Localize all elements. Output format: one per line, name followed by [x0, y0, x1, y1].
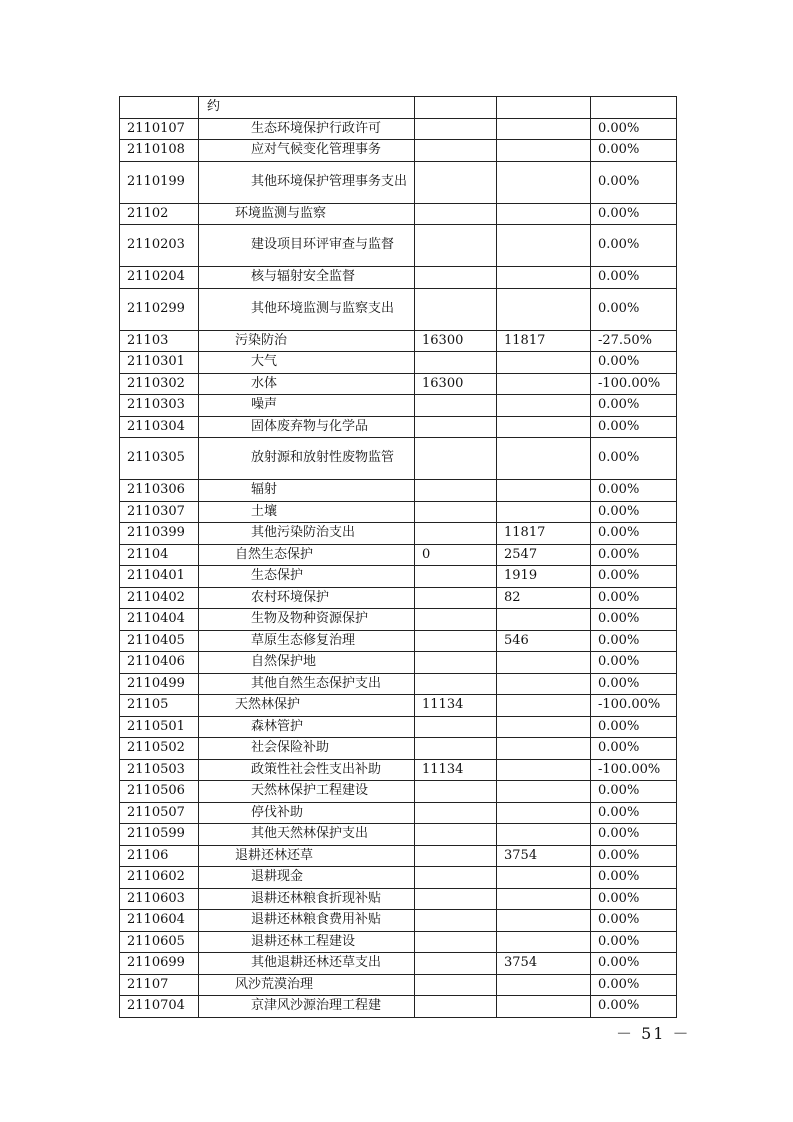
row-item-name: 京津风沙源治理工程建 — [199, 996, 415, 1018]
row-value-1 — [415, 416, 497, 438]
row-code: 2110699 — [120, 953, 199, 975]
row-value-2 — [497, 267, 591, 289]
table-row — [120, 738, 677, 760]
row-value-1 — [415, 288, 497, 330]
table-row — [120, 373, 677, 395]
row-change-percent: 0.00% — [591, 288, 677, 330]
row-value-2 — [497, 416, 591, 438]
row-item-name: 环境监测与监察 — [199, 203, 415, 225]
table-row — [120, 118, 677, 140]
row-value-1 — [415, 652, 497, 674]
row-change-percent: 0.00% — [591, 140, 677, 162]
row-value-2 — [497, 781, 591, 803]
row-value-1 — [415, 97, 497, 119]
row-value-1: 0 — [415, 544, 497, 566]
row-change-percent: 0.00% — [591, 480, 677, 502]
row-code: 2110107 — [120, 118, 199, 140]
table-row — [120, 781, 677, 803]
row-code: 2110203 — [120, 225, 199, 267]
row-value-1 — [415, 781, 497, 803]
table-row — [120, 416, 677, 438]
row-code: 2110501 — [120, 716, 199, 738]
row-item-name: 天然林保护工程建设 — [199, 781, 415, 803]
row-value-1 — [415, 118, 497, 140]
table-row — [120, 630, 677, 652]
row-value-2: 82 — [497, 587, 591, 609]
row-item-name: 噪声 — [199, 395, 415, 417]
row-value-1 — [415, 140, 497, 162]
row-value-1 — [415, 203, 497, 225]
table-row — [120, 288, 677, 330]
row-code: 2110602 — [120, 867, 199, 889]
row-value-2 — [497, 161, 591, 203]
row-code: 2110603 — [120, 888, 199, 910]
row-change-percent: 0.00% — [591, 652, 677, 674]
row-item-name: 水体 — [199, 373, 415, 395]
row-item-name: 其他污染防治支出 — [199, 523, 415, 545]
row-code — [120, 97, 199, 119]
row-value-1 — [415, 673, 497, 695]
row-value-1: 16300 — [415, 373, 497, 395]
row-code: 2110404 — [120, 609, 199, 631]
row-value-1 — [415, 910, 497, 932]
row-value-2: 1919 — [497, 566, 591, 588]
row-value-1 — [415, 996, 497, 1018]
row-code: 2110304 — [120, 416, 199, 438]
row-value-1 — [415, 845, 497, 867]
row-code: 2110499 — [120, 673, 199, 695]
row-value-2 — [497, 695, 591, 717]
row-change-percent: 0.00% — [591, 845, 677, 867]
row-value-2: 11817 — [497, 330, 591, 352]
row-value-2 — [497, 974, 591, 996]
row-item-name: 应对气候变化管理事务 — [199, 140, 415, 162]
row-value-1 — [415, 953, 497, 975]
row-change-percent: 0.00% — [591, 395, 677, 417]
row-code: 2110704 — [120, 996, 199, 1018]
row-item-name: 停伐补助 — [199, 802, 415, 824]
row-value-2: 3754 — [497, 845, 591, 867]
row-value-1 — [415, 630, 497, 652]
row-item-name: 退耕还林还草 — [199, 845, 415, 867]
row-change-percent: 0.00% — [591, 781, 677, 803]
table-row — [120, 566, 677, 588]
row-value-2: 11817 — [497, 523, 591, 545]
row-change-percent: 0.00% — [591, 587, 677, 609]
row-value-1: 11134 — [415, 695, 497, 717]
row-item-name: 社会保险补助 — [199, 738, 415, 760]
row-value-2 — [497, 140, 591, 162]
row-value-2 — [497, 352, 591, 374]
row-value-1 — [415, 931, 497, 953]
row-change-percent: 0.00% — [591, 910, 677, 932]
table-row — [120, 225, 677, 267]
row-change-percent: 0.00% — [591, 352, 677, 374]
row-value-1 — [415, 501, 497, 523]
table-row — [120, 161, 677, 203]
row-code: 21107 — [120, 974, 199, 996]
row-change-percent: 0.00% — [591, 566, 677, 588]
budget-table — [119, 96, 677, 1018]
row-change-percent: -100.00% — [591, 695, 677, 717]
row-item-name: 退耕还林工程建设 — [199, 931, 415, 953]
row-code: 21104 — [120, 544, 199, 566]
row-change-percent: 0.00% — [591, 953, 677, 975]
row-value-1 — [415, 395, 497, 417]
table-row — [120, 523, 677, 545]
table-row — [120, 802, 677, 824]
row-change-percent: 0.00% — [591, 996, 677, 1018]
row-change-percent: 0.00% — [591, 824, 677, 846]
row-change-percent: 0.00% — [591, 544, 677, 566]
row-code: 2110305 — [120, 438, 199, 480]
row-item-name: 自然生态保护 — [199, 544, 415, 566]
row-code: 21106 — [120, 845, 199, 867]
row-change-percent: -100.00% — [591, 373, 677, 395]
table-row — [120, 203, 677, 225]
row-item-name: 其他天然林保护支出 — [199, 824, 415, 846]
row-change-percent: 0.00% — [591, 438, 677, 480]
row-change-percent — [591, 97, 677, 119]
row-change-percent: 0.00% — [591, 609, 677, 631]
row-value-1 — [415, 738, 497, 760]
row-code: 2110307 — [120, 501, 199, 523]
row-value-1: 16300 — [415, 330, 497, 352]
row-change-percent: 0.00% — [591, 161, 677, 203]
row-code: 2110502 — [120, 738, 199, 760]
row-item-name: 约 — [199, 97, 415, 119]
row-value-2 — [497, 867, 591, 889]
row-item-name: 固体废弃物与化学品 — [199, 416, 415, 438]
row-value-1 — [415, 480, 497, 502]
table-row — [120, 673, 677, 695]
row-code: 2110299 — [120, 288, 199, 330]
row-value-2 — [497, 288, 591, 330]
row-value-2 — [497, 225, 591, 267]
table-row — [120, 501, 677, 523]
row-item-name: 污染防治 — [199, 330, 415, 352]
row-item-name: 森林管护 — [199, 716, 415, 738]
table-row — [120, 97, 677, 119]
row-value-2 — [497, 716, 591, 738]
row-value-1 — [415, 824, 497, 846]
row-code: 2110605 — [120, 931, 199, 953]
row-value-1 — [415, 566, 497, 588]
table-row — [120, 931, 677, 953]
row-change-percent: 0.00% — [591, 203, 677, 225]
row-value-2 — [497, 118, 591, 140]
row-value-2 — [497, 802, 591, 824]
row-item-name: 放射源和放射性废物监管 — [199, 438, 415, 480]
row-code: 2110108 — [120, 140, 199, 162]
row-change-percent: 0.00% — [591, 416, 677, 438]
row-value-2 — [497, 480, 591, 502]
row-change-percent: 0.00% — [591, 738, 677, 760]
row-value-1 — [415, 438, 497, 480]
table-row — [120, 953, 677, 975]
row-change-percent: 0.00% — [591, 267, 677, 289]
row-value-2: 546 — [497, 630, 591, 652]
row-item-name: 建设项目环评审查与监督 — [199, 225, 415, 267]
row-change-percent: 0.00% — [591, 974, 677, 996]
row-item-name: 其他退耕还林还草支出 — [199, 953, 415, 975]
row-change-percent: 0.00% — [591, 716, 677, 738]
row-change-percent: -100.00% — [591, 759, 677, 781]
table-row — [120, 824, 677, 846]
page-number: － 51 － — [616, 1024, 691, 1043]
row-value-1 — [415, 802, 497, 824]
row-value-1 — [415, 609, 497, 631]
table-row — [120, 352, 677, 374]
row-code: 2110199 — [120, 161, 199, 203]
table-row — [120, 910, 677, 932]
table-row — [120, 867, 677, 889]
row-value-1 — [415, 267, 497, 289]
row-code: 2110503 — [120, 759, 199, 781]
row-item-name: 核与辐射安全监督 — [199, 267, 415, 289]
row-code: 2110406 — [120, 652, 199, 674]
row-value-2 — [497, 203, 591, 225]
table-row — [120, 438, 677, 480]
row-item-name: 政策性社会性支出补助 — [199, 759, 415, 781]
row-item-name: 天然林保护 — [199, 695, 415, 717]
table-body — [120, 97, 677, 1018]
row-change-percent: 0.00% — [591, 501, 677, 523]
row-item-name: 辐射 — [199, 480, 415, 502]
row-code: 2110507 — [120, 802, 199, 824]
row-item-name: 生态环境保护行政许可 — [199, 118, 415, 140]
row-code: 21105 — [120, 695, 199, 717]
row-value-2 — [497, 373, 591, 395]
row-item-name: 自然保护地 — [199, 652, 415, 674]
row-change-percent: 0.00% — [591, 673, 677, 695]
row-value-1 — [415, 587, 497, 609]
table-row — [120, 845, 677, 867]
table-row — [120, 330, 677, 352]
table-row — [120, 996, 677, 1018]
row-change-percent: 0.00% — [591, 802, 677, 824]
row-change-percent: 0.00% — [591, 867, 677, 889]
row-code: 2110301 — [120, 352, 199, 374]
row-value-1: 11134 — [415, 759, 497, 781]
row-item-name: 退耕现金 — [199, 867, 415, 889]
table-row — [120, 759, 677, 781]
row-value-1 — [415, 974, 497, 996]
row-code: 2110599 — [120, 824, 199, 846]
table-row — [120, 544, 677, 566]
row-item-name: 其他环境保护管理事务支出 — [199, 161, 415, 203]
row-code: 2110399 — [120, 523, 199, 545]
row-value-2: 2547 — [497, 544, 591, 566]
row-value-1 — [415, 352, 497, 374]
table-row — [120, 395, 677, 417]
row-value-2 — [497, 652, 591, 674]
row-value-2 — [497, 824, 591, 846]
row-value-1 — [415, 523, 497, 545]
row-change-percent: 0.00% — [591, 888, 677, 910]
row-item-name: 退耕还林粮食折现补贴 — [199, 888, 415, 910]
row-code: 2110303 — [120, 395, 199, 417]
row-value-1 — [415, 161, 497, 203]
row-item-name: 大气 — [199, 352, 415, 374]
row-value-1 — [415, 225, 497, 267]
row-value-2 — [497, 738, 591, 760]
row-change-percent: -27.50% — [591, 330, 677, 352]
row-change-percent: 0.00% — [591, 225, 677, 267]
row-code: 2110306 — [120, 480, 199, 502]
row-code: 2110405 — [120, 630, 199, 652]
row-item-name: 其他环境监测与监察支出 — [199, 288, 415, 330]
row-item-name: 草原生态修复治理 — [199, 630, 415, 652]
row-item-name: 其他自然生态保护支出 — [199, 673, 415, 695]
table-row — [120, 609, 677, 631]
row-change-percent: 0.00% — [591, 931, 677, 953]
table-row — [120, 140, 677, 162]
row-value-2 — [497, 910, 591, 932]
row-value-2 — [497, 888, 591, 910]
row-code: 2110204 — [120, 267, 199, 289]
table-row — [120, 267, 677, 289]
row-value-2 — [497, 501, 591, 523]
row-value-2 — [497, 931, 591, 953]
row-change-percent: 0.00% — [591, 118, 677, 140]
row-value-1 — [415, 867, 497, 889]
table-row — [120, 716, 677, 738]
row-item-name: 农村环境保护 — [199, 587, 415, 609]
row-value-1 — [415, 716, 497, 738]
table-row — [120, 974, 677, 996]
row-code: 2110506 — [120, 781, 199, 803]
table-row — [120, 888, 677, 910]
row-item-name: 退耕还林粮食费用补贴 — [199, 910, 415, 932]
row-code: 2110401 — [120, 566, 199, 588]
table-row — [120, 587, 677, 609]
row-item-name: 生物及物种资源保护 — [199, 609, 415, 631]
row-item-name: 生态保护 — [199, 566, 415, 588]
table-row — [120, 480, 677, 502]
row-change-percent: 0.00% — [591, 523, 677, 545]
row-code: 2110402 — [120, 587, 199, 609]
row-code: 21103 — [120, 330, 199, 352]
table-row — [120, 695, 677, 717]
row-value-2 — [497, 609, 591, 631]
row-value-2: 3754 — [497, 953, 591, 975]
row-value-2 — [497, 438, 591, 480]
row-value-2 — [497, 395, 591, 417]
row-code: 2110302 — [120, 373, 199, 395]
row-value-2 — [497, 759, 591, 781]
row-value-2 — [497, 673, 591, 695]
row-code: 2110604 — [120, 910, 199, 932]
row-change-percent: 0.00% — [591, 630, 677, 652]
row-item-name: 土壤 — [199, 501, 415, 523]
row-value-1 — [415, 888, 497, 910]
row-item-name: 风沙荒漠治理 — [199, 974, 415, 996]
row-value-2 — [497, 97, 591, 119]
row-value-2 — [497, 996, 591, 1018]
row-code: 21102 — [120, 203, 199, 225]
table-row — [120, 652, 677, 674]
